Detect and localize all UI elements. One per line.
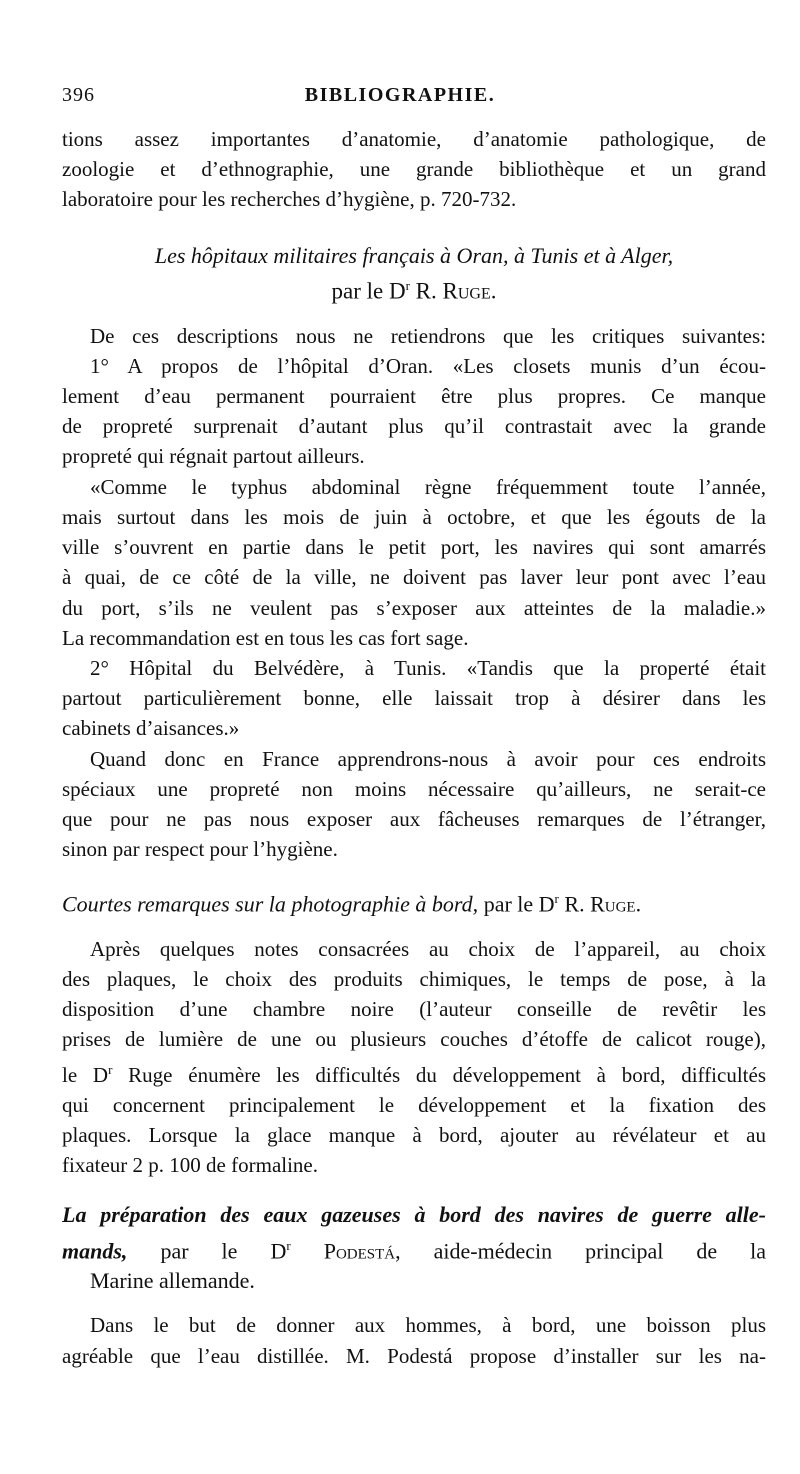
author-sup: r: [405, 277, 410, 293]
text-line: ville s’ouvrent en partie dans le petit port, les navires qui sont amarrés: [62, 535, 766, 560]
text-line: du port, s’ils ne veulent pas s’exposer aux atteintes de la maladie.»: [62, 595, 766, 620]
text-line: De ces descriptions nous ne retiendrons que les critiques suivantes:: [90, 323, 766, 348]
text-line: mais surtout dans les mois de juin à octobre, et que les égouts de la: [62, 504, 766, 529]
section-title-affiliation: Marine allemande.: [90, 1268, 255, 1294]
page-header: [62, 84, 738, 114]
text-line: 1° A propos de l’hôpital d’Oran. «Les closets munis d’un écou-: [90, 353, 766, 378]
text-line: spéciaux une propreté non moins nécessaire qu’ailleurs, ne serait-ce: [62, 776, 766, 801]
text-line: cabinets d’aisances.»: [62, 716, 240, 741]
text-line: prises de lumière de une ou plusieurs couches d’étoffe de calicot rouge),: [62, 1027, 766, 1052]
section-title-author: [62, 271, 766, 307]
section-title-author: [62, 1231, 766, 1267]
author-prefix: par le D: [331, 278, 406, 304]
section-title: La préparation des eaux gazeuses à bord des navires de guerre alle-: [62, 1202, 766, 1228]
text-line: La recommandation est en tous les cas fort sage.: [62, 625, 469, 650]
text-line: Quand donc en France apprendrons-nous à avoir pour ces endroits: [90, 746, 766, 771]
text-line: que pour ne pas nous exposer aux fâcheuses remarques de l’étranger,: [62, 806, 766, 831]
text-line: 2° Hôpital du Belvédère, à Tunis. «Tandis que la properté était: [90, 655, 766, 680]
text-line: [62, 1055, 766, 1090]
text-line: fixateur 2 p. 100 de formaline.: [62, 1153, 318, 1178]
section-title-italic: mands,: [62, 1238, 128, 1264]
text-line: lement d’eau permanent pourraient être plus propres. Ce manque: [62, 384, 766, 409]
text-line: zoologie et d’ethnographie, une grande bibliothèque et un grand: [62, 157, 766, 182]
text-line: de propreté surprenait d’autant plus qu’il contrastait avec la grande: [62, 414, 766, 439]
author-prefix: par le D: [127, 1238, 287, 1264]
author-prefix: par le D: [478, 891, 555, 917]
author-sup: r: [286, 1237, 291, 1253]
text-line: Dans le but de donner aux hommes, à bord, une boisson plus: [90, 1313, 766, 1338]
text-line: partout particulièrement bonne, elle laissait trop à désirer dans les: [62, 686, 766, 711]
author-end: .: [490, 278, 497, 304]
author-sup: r: [108, 1061, 113, 1077]
page-body: [62, 124, 766, 1371]
running-head: BIBLIOGRAPHIE.: [304, 84, 496, 106]
author-affiliation: , aide-médecin principal de la: [395, 1238, 766, 1264]
text-line: qui concernent principalement le développement et la fixation des: [62, 1092, 766, 1117]
text-line: «Comme le typhus abdominal règne fréquemment toute l’année,: [90, 474, 766, 499]
text-line: plaques. Lorsque la glace manque à bord, ajouter au révélateur et au: [62, 1123, 766, 1148]
text-line: agréable que l’eau distillée. M. Podestá propose d’installer sur les na-: [62, 1343, 766, 1368]
page-number: 396: [62, 84, 95, 106]
author-end: .: [635, 891, 642, 917]
author-name: R. Ruge: [415, 278, 491, 304]
line-rest: Ruge énumère les difficultés du développement à bord, difficultés: [112, 1062, 766, 1087]
text-line: disposition d’une chambre noire (l’auteur conseille de revêtir les: [62, 997, 766, 1022]
section-title: [62, 884, 766, 920]
author-sup: r: [554, 891, 559, 907]
text-line: laboratoire pour les recherches d’hygiène, p. 720-732.: [62, 187, 517, 212]
section-title: Les hôpitaux militaires français à Oran, à Tunis et à Alger,: [154, 242, 674, 268]
section-title-italic: Courtes remarques sur la photographie à bord,: [62, 891, 479, 917]
text-line: propreté qui régnait partout ailleurs.: [62, 444, 365, 469]
text-line: sinon par respect pour l’hygiène.: [62, 837, 338, 862]
text-line: des plaques, le choix des produits chimiques, le temps de pose, à la: [62, 967, 766, 992]
author-name: R. Ruge: [564, 891, 636, 917]
text-line: tions assez importantes d’anatomie, d’anatomie pathologique, de: [62, 127, 766, 151]
author-name: Podestá: [323, 1238, 396, 1264]
text-line: Après quelques notes consacrées au choix de l’appareil, au choix: [90, 936, 766, 961]
text-line: à quai, de ce côté de la ville, ne doivent pas laver leur pont avec l’eau: [62, 565, 766, 590]
line-start: le D: [62, 1062, 109, 1087]
